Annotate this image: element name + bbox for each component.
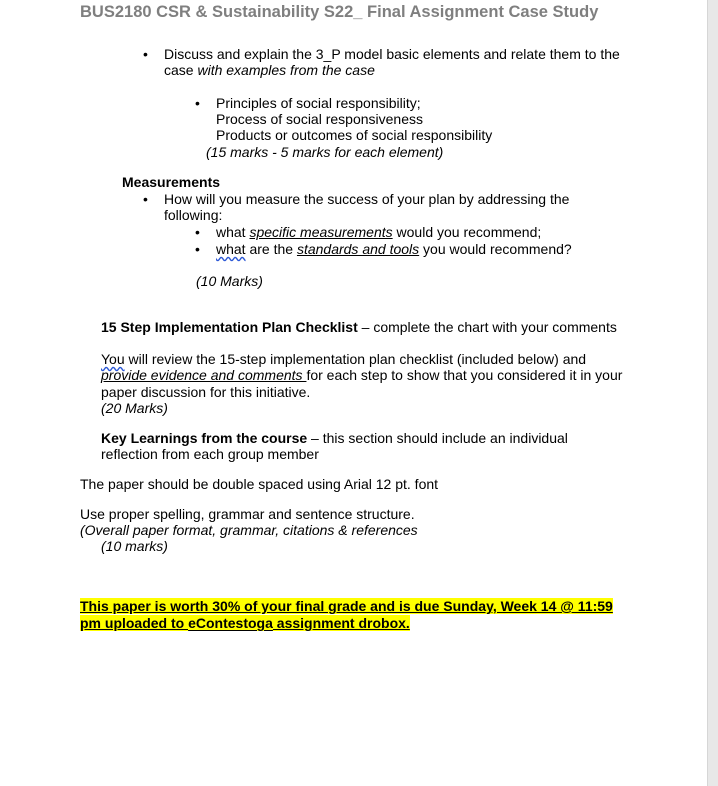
model-line2-italic: with examples from the case: [197, 62, 375, 78]
checklist-p1-rest: will review the 15-step implementation plan checklist (included below) and: [124, 351, 587, 367]
bullet-icon: [195, 224, 200, 241]
bullet-icon: [143, 46, 148, 63]
checklist-p2-underlined: provide evidence and comments: [101, 367, 307, 383]
bullet-icon: [195, 241, 200, 258]
model-marks: (15 marks - 5 marks for each element): [206, 144, 444, 160]
measurements-heading: Measurements: [122, 174, 221, 190]
format-spacing: The paper should be double spaced using Arial 12 pt. font: [80, 476, 439, 492]
format-marks: (10 marks): [101, 538, 168, 554]
document-header: BUS2180 CSR & Sustainability S22_ Final Assignment Case Study: [80, 3, 599, 21]
measurements-sub-standards: [216, 241, 572, 258]
learnings-line1: [101, 430, 568, 447]
checklist-paragraph-line3: paper discussion for this initiative.: [101, 384, 311, 400]
checklist-heading: 15 Step Implementation Plan Checklist: [101, 319, 358, 335]
checklist-paragraph-line1: [101, 351, 586, 368]
model-line2-plain: case: [164, 62, 198, 78]
checklist-p2-rest: for each step to show that you considered it in your: [306, 367, 623, 383]
vertical-scrollbar[interactable]: [707, 0, 718, 786]
model-instruction-line1: Discuss and explain the 3_P model basic elements and relate them to the: [164, 46, 620, 62]
measurements-question-line2: following:: [164, 207, 223, 223]
notice-line2-post: assignment drobox.: [272, 615, 410, 631]
sub1-post: would you recommend;: [392, 224, 542, 240]
notice-line1: [80, 598, 613, 615]
notice-line2-pre: pm uploaded to: [80, 615, 189, 631]
checklist-heading-line: [101, 319, 617, 336]
sub2-post: you would recommend?: [419, 241, 572, 257]
bullet-icon: [143, 191, 148, 208]
checklist-paragraph-line2: [101, 367, 622, 384]
learnings-rest: – this section should include an individual: [307, 430, 568, 446]
sub2-mid: are the: [245, 241, 297, 257]
model-item-process: Process of social responsiveness: [216, 111, 423, 127]
learnings-heading: Key Learnings from the course: [101, 430, 308, 446]
checklist-you: You: [101, 351, 125, 367]
model-instruction-line2: [164, 62, 375, 79]
measurements-question-line1: How will you measure the success of your plan by addressing the: [164, 191, 570, 207]
checklist-heading-rest: – complete the chart with your comments: [357, 319, 617, 335]
learnings-line2: reflection from each group member: [101, 446, 319, 462]
sub1-pre: what: [216, 224, 250, 240]
measurements-marks: (10 Marks): [196, 273, 263, 289]
sub1-underlined: specific measurements: [249, 224, 393, 240]
format-overall: (Overall paper format, grammar, citations & references: [80, 522, 418, 538]
checklist-marks: (20 Marks): [101, 400, 168, 416]
bullet-icon: [195, 95, 200, 112]
notice-line2-word: eContestoga: [188, 615, 273, 631]
sub2-underlined: standards and tools: [296, 241, 420, 257]
model-item-principles: Principles of social responsibility;: [216, 95, 421, 111]
measurements-sub-specific: [216, 224, 541, 241]
format-spelling: Use proper spelling, grammar and sentence structure.: [80, 506, 415, 522]
notice-line1-text: This paper is worth 30% of your final grade and is due Sunday, Week 14 @ 11:59: [80, 598, 613, 614]
sub2-what: what: [216, 241, 246, 257]
notice-line2: [80, 615, 410, 632]
model-item-products: Products or outcomes of social responsibility: [216, 127, 493, 143]
